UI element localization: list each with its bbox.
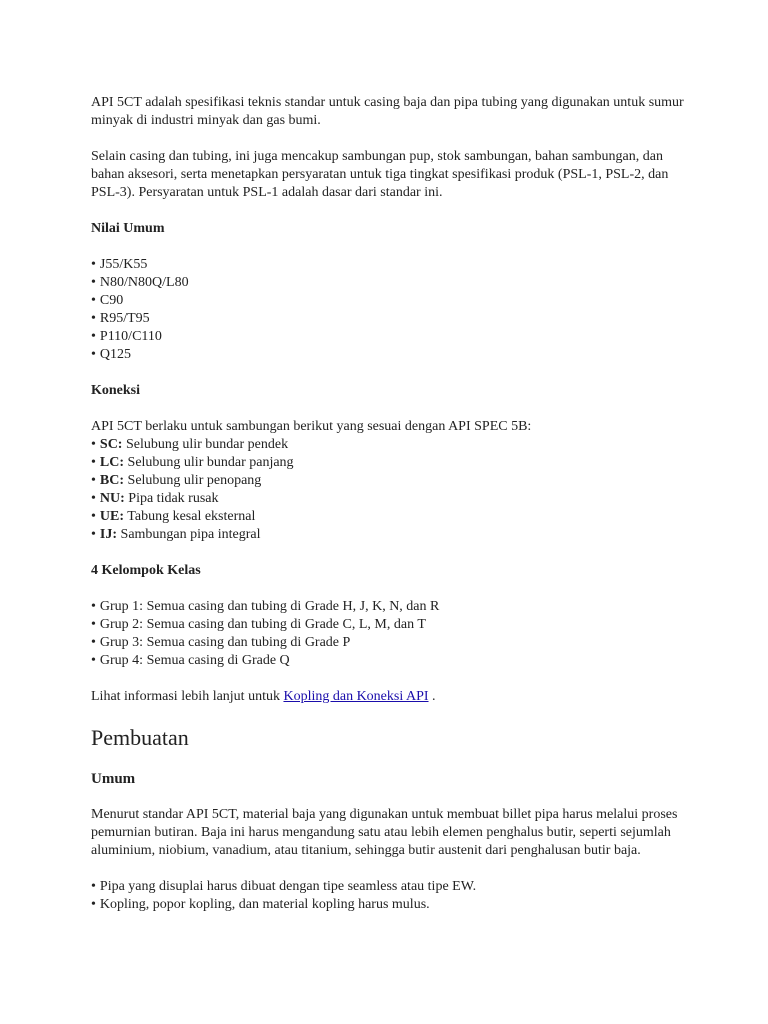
connection-desc: Sambungan pipa integral (120, 527, 261, 542)
list-item: • Grup 3: Semua casing dan tubing di Grade P (91, 635, 351, 650)
pembuatan-paragraph: Menurut standar API 5CT, material baja yang digunakan untuk membuat billet pipa harus melalui proses pemurnian butiran. Baja ini harus mengandung satu atau lebih elemen penghalus butir, seperti sejumlah aluminium, niobium, vanadium, atau titanium, sehingga butir austenit dari penghalusan butir baja. (91, 807, 678, 858)
more-info-line: Lihat informasi lebih lanjut untuk Kopling dan Koneksi API . (91, 689, 436, 704)
bullet: • (91, 473, 96, 488)
bullet: • (91, 437, 96, 452)
list-item: • Grup 4: Semua casing di Grade Q (91, 653, 290, 668)
connection-code: UE: (99, 509, 125, 524)
grade-list (91, 256, 691, 364)
heading-kelompok-kelas: 4 Kelompok Kelas (91, 563, 201, 578)
bullet: • (91, 617, 96, 632)
bullet: • (91, 329, 96, 344)
document-body (91, 94, 691, 932)
list-item: • N80/N80Q/L80 (91, 275, 189, 290)
bullet: • (91, 455, 96, 470)
bullet: • (91, 527, 96, 542)
connection-desc: Selubung ulir bundar panjang (127, 455, 294, 470)
connection-code: BC: (99, 473, 125, 488)
bullet: • (91, 879, 96, 894)
list-item (91, 526, 691, 544)
list-item (91, 472, 691, 490)
bullet: • (91, 635, 96, 650)
subheading-umum: Umum (91, 771, 136, 787)
connection-desc: Tabung kesal eksternal (127, 509, 256, 524)
connection-code: IJ: (99, 527, 118, 542)
connection-desc: Pipa tidak rusak (128, 491, 219, 506)
list-item: • C90 (91, 293, 124, 308)
list-item: • Kopling, popor kopling, dan material kopling harus mulus. (91, 897, 430, 912)
bullet: • (91, 293, 96, 308)
connection-code: LC: (99, 455, 125, 470)
bullet: • (91, 653, 96, 668)
bullet: • (91, 897, 96, 912)
list-item (91, 508, 691, 526)
connection-list (91, 436, 691, 544)
connection-code: SC: (99, 437, 123, 452)
bullet: • (91, 599, 96, 614)
bullet: • (91, 257, 96, 272)
group-list (91, 598, 691, 670)
manufacturing-list (91, 878, 691, 914)
intro-paragraph-1: API 5CT adalah spesifikasi teknis standar untuk casing baja dan pipa tubing yang digunakan untuk sumur minyak di industri minyak dan gas bumi. (91, 95, 684, 128)
list-item: • J55/K55 (91, 257, 148, 272)
bullet: • (91, 311, 96, 326)
bullet: • (91, 491, 96, 506)
list-item: • Q125 (91, 347, 132, 362)
list-item: • Grup 1: Semua casing dan tubing di Grade H, J, K, N, dan R (91, 599, 440, 614)
list-item: • P110/C110 (91, 329, 162, 344)
list-item (91, 490, 691, 508)
bullet: • (91, 347, 96, 362)
heading-nilai-umum: Nilai Umum (91, 221, 165, 236)
list-item: • R95/T95 (91, 311, 150, 326)
bullet: • (91, 509, 96, 524)
bullet: • (91, 275, 96, 290)
heading-pembuatan: Pembuatan (91, 725, 189, 750)
list-item: • Grup 2: Semua casing dan tubing di Grade C, L, M, dan T (91, 617, 426, 632)
connection-desc: Selubung ulir penopang (127, 473, 262, 488)
intro-paragraph-2: Selain casing dan tubing, ini juga mencakup sambungan pup, stok sambungan, bahan sambungan, dan bahan aksesori, serta menetapkan persyaratan untuk tiga tingkat spesifikasi produk (PSL-1, PSL-2, dan PSL-3). Persyaratan untuk PSL-1 adalah dasar dari standar ini. (91, 149, 669, 200)
kopling-koneksi-link[interactable]: Kopling dan Koneksi API (283, 689, 429, 704)
connection-desc: Selubung ulir bundar pendek (125, 437, 289, 452)
connection-code: NU: (99, 491, 125, 506)
heading-koneksi: Koneksi (91, 383, 141, 398)
list-item (91, 454, 691, 472)
list-item (91, 436, 691, 454)
koneksi-intro: API 5CT berlaku untuk sambungan berikut yang sesuai dengan API SPEC 5B: (91, 419, 532, 434)
list-item: • Pipa yang disuplai harus dibuat dengan tipe seamless atau tipe EW. (91, 879, 477, 894)
